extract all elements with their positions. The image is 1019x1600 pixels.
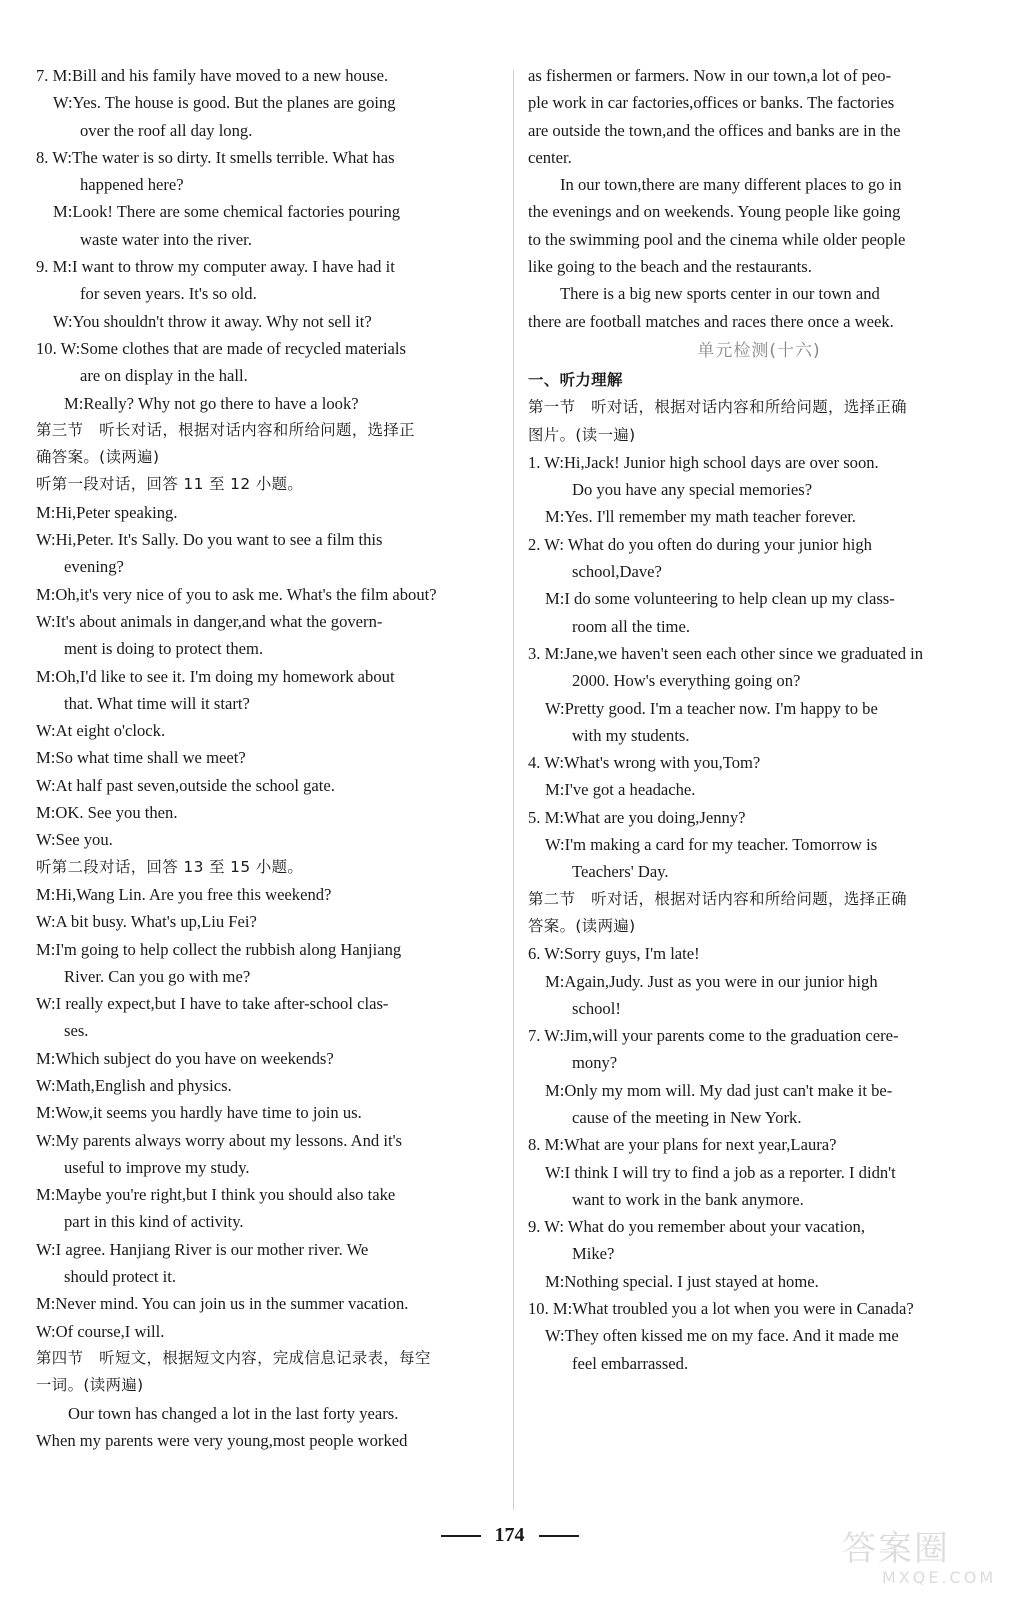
text-line: 10. W:Some clothes that are made of recycled materials [36,338,406,358]
text-line: cause of the meeting in New York. [572,1107,802,1127]
text-line: W:Pretty good. I'm a teacher now. I'm happy to be [545,698,878,718]
text-line: ses. [64,1021,89,1041]
text-line: Teachers' Day. [572,862,669,882]
text-line: M:OK. See you then. [36,803,178,823]
text-line: should protect it. [64,1267,176,1287]
text-line: 8. W:The water is so dirty. It smells terrible. What has [36,147,395,167]
text-line: center. [528,147,572,167]
text-line: W:I think I will try to find a job as a reporter. I didn't [545,1162,896,1182]
text-line: school,Dave? [572,562,662,582]
text-line: W:Of course,I will. [36,1321,165,1341]
text-line: mony? [572,1053,618,1073]
text-line: waste water into the river. [80,229,252,249]
text-line: 9. W: What do you remember about your vacation, [528,1217,866,1237]
text-line: 图片。(读一遍) [528,425,636,444]
text-line: W:I agree. Hanjiang River is our mother river. We [36,1239,369,1259]
dash-left [441,1535,481,1537]
text-line: are on display in the hall. [80,366,248,386]
text-line: 答案。(读两遍) [528,916,636,935]
text-line: are outside the town,and the offices and banks are in the [528,120,901,140]
text-line: over the roof all day long. [80,120,253,140]
text-line: that. What time will it start? [64,693,250,713]
text-line: the evenings and on weekends. Young people like going [528,202,901,222]
text-line: evening? [64,557,124,577]
text-line: Do you have any special memories? [572,480,813,500]
text-line: M:Maybe you're right,but I think you should also take [36,1185,396,1205]
text-line: M:Only my mom will. My dad just can't make it be- [545,1080,893,1100]
column-divider [513,70,514,1510]
text-line: ment is doing to protect them. [64,639,264,659]
text-line: There is a big new sports center in our town and [560,284,880,304]
text-line: room all the time. [572,616,690,636]
text-line: 听第一段对话，回答 11 至 12 小题。 [36,475,304,494]
text-line: 一、听力理解 [528,370,623,389]
text-line: M:Look! There are some chemical factories pouring [53,202,401,222]
text-line: useful to improve my study. [64,1157,250,1177]
text-line: 10. M:What troubled you a lot when you were in Canada? [528,1299,914,1319]
text-line: 7. W:Jim,will your parents come to the graduation cere- [528,1026,899,1046]
text-line: W:It's about animals in danger,and what the govern- [36,611,383,631]
text-line: 一词。(读两遍) [36,1376,144,1395]
text-line: M:Hi,Peter speaking. [36,502,178,522]
text-line: 第四节 听短文，根据短文内容，完成信息记录表，每空 [36,1348,431,1367]
text-line: M:Yes. I'll remember my math teacher forever. [545,507,856,527]
unit-title: 单元检测(十六) [697,340,821,361]
text-line: ple work in car factories,offices or banks. The factories [528,93,895,113]
text-line: for seven years. It's so old. [80,284,257,304]
text-line: W:Yes. The house is good. But the planes are going [53,93,396,113]
text-line: M:Hi,Wang Lin. Are you free this weekend? [36,884,332,904]
text-line: W:At eight o'clock. [36,721,166,741]
text-line: W:My parents always worry about my lessons. And it's [36,1130,403,1150]
text-line: M:Never mind. You can join us in the summer vacation. [36,1294,409,1314]
text-line: M:I'm going to help collect the rubbish along Hanjiang [36,939,402,959]
text-line: W:Math,English and physics. [36,1075,232,1095]
right-column-dialogues [528,367,990,1377]
watermark-logo [842,1530,1002,1594]
text-line: M:Which subject do you have on weekends? [36,1048,334,1068]
text-line: W:At half past seven,outside the school gate. [36,775,335,795]
right-column-passage [528,62,990,335]
watermark-url: MXQE.COM [882,1568,997,1587]
text-line: 7. M:Bill and his family have moved to a new house. [36,66,389,85]
text-line: as fishermen or farmers. Now in our town,a lot of peo- [528,66,892,85]
left-column [36,62,498,1454]
text-line: to the swimming pool and the cinema while older people [528,229,906,249]
text-line: want to work in the bank anymore. [572,1189,804,1209]
text-line: Our town has changed a lot in the last forty years. [68,1403,399,1423]
text-line: M:So what time shall we meet? [36,748,246,768]
watermark-text: 答案圈 [842,1529,950,1569]
page-number-text: 174 [494,1524,525,1546]
text-line: M:I've got a headache. [545,780,696,800]
text-line: M:Oh,it's very nice of you to ask me. What's the film about? [36,584,437,604]
text-line: 5. M:What are you doing,Jenny? [528,807,746,827]
text-line: W:Hi,Peter. It's Sally. Do you want to see a film this [36,530,383,550]
text-line: M:Wow,it seems you hardly have time to join us. [36,1103,362,1123]
text-line: River. Can you go with me? [64,966,251,986]
text-line: 1. W:Hi,Jack! Junior high school days are over soon. [528,452,879,472]
text-line: W:You shouldn't throw it away. Why not sell it? [53,311,372,331]
text-line: 2000. How's everything going on? [572,671,801,691]
text-line: M:Oh,I'd like to see it. I'm doing my homework about [36,666,395,686]
text-line: M:I do some volunteering to help clean up my class- [545,589,895,609]
text-line: W:See you. [36,830,113,850]
text-line: M:Really? Why not go there to have a look? [64,393,359,413]
text-line: 8. M:What are your plans for next year,Laura? [528,1135,837,1155]
text-line: 第三节 听长对话，根据对话内容和所给问题，选择正 [36,420,415,439]
text-line: like going to the beach and the restaurants. [528,257,812,277]
text-line: 6. W:Sorry guys, I'm late! [528,944,700,964]
text-line: school! [572,998,621,1018]
text-line: there are football matches and races there once a week. [528,311,894,331]
text-line: happened here? [80,175,184,195]
text-line: 9. M:I want to throw my computer away. I have had it [36,257,395,277]
text-line: 第一节 听对话，根据对话内容和所给问题，选择正确 [528,398,907,417]
text-line: W:A bit busy. What's up,Liu Fei? [36,912,257,932]
text-line: W:They often kissed me on my face. And it made me [545,1326,899,1346]
text-line: W:I'm making a card for my teacher. Tomorrow is [545,835,878,855]
text-line: with my students. [572,725,690,745]
dash-right [539,1535,579,1537]
text-line: 听第二段对话，回答 13 至 15 小题。 [36,857,304,876]
text-line: 2. W: What do you often do during your junior high [528,534,872,554]
text-line: 确答案。(读两遍) [36,448,160,467]
text-line: 4. W:What's wrong with you,Tom? [528,753,761,773]
text-line: 3. M:Jane,we haven't seen each other since we graduated in [528,643,924,663]
text-line: part in this kind of activity. [64,1212,244,1232]
text-line: 第二节 听对话，根据对话内容和所给问题，选择正确 [528,889,907,908]
text-line: feel embarrassed. [572,1353,689,1373]
text-line: M:Again,Judy. Just as you were in our junior high [545,971,878,991]
text-line: M:Nothing special. I just stayed at home. [545,1271,819,1291]
text-line: Mike? [572,1244,615,1264]
text-line: When my parents were very young,most people worked [36,1430,408,1450]
right-column [528,62,990,1377]
text-line: In our town,there are many different places to go in [560,175,902,195]
text-line: W:I really expect,but I have to take after-school clas- [36,994,389,1014]
